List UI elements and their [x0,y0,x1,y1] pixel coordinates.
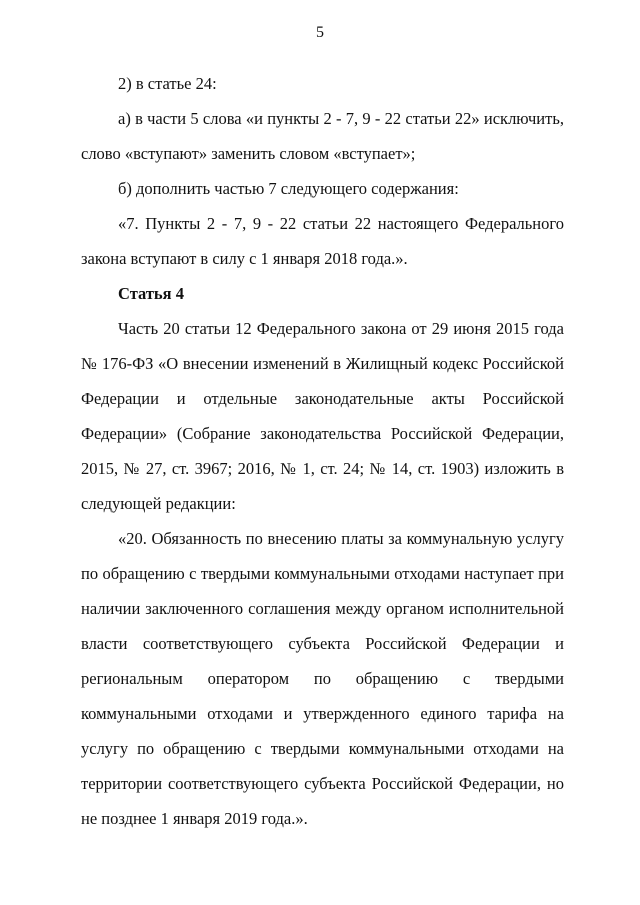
paragraph-part-7: «7. Пункты 2 - 7, 9 - 22 статьи 22 настоящего Федерального закона вступают в силу с 1 января 2018 года.». [81,214,564,268]
paragraph-article-24-intro: 2) в статье 24: [118,74,217,93]
article-heading: Статья 4 [118,284,184,303]
page-number: 5 [316,24,324,41]
paragraph-article-4-text: Часть 20 статьи 12 Федерального закона от 29 июня 2015 года № 176-ФЗ «О внесении изменений в Жилищный кодекс Российской Федерации и отдельные законодательные акты Российской Федерации» (Собрание законодательства Российской Федерации, 2015, № 27, ст. 3967; 2016, № 1, ст. 24; № 14, ст. 1903) изложить в следующей редакции: [81,319,564,513]
paragraph-part-20-text: «20. Обязанность по внесению платы за коммунальную услугу по обращению с твердыми коммунальными отходами наступает при наличии заключенного соглашения между органом исполнительной власти соответствующего субъекта Российской Федерации и региональным оператором по обращению с твердыми коммунальными отходами и утвержденного единого тарифа на услугу по обращению с твердыми коммунальными отходами на территории соответствующего субъекта Российской Федерации, но не позднее 1 января 2019 года.». [81,529,564,828]
document-body [81,66,564,836]
paragraph-item-a: а) в части 5 слова «и пункты 2 - 7, 9 - 22 статьи 22» исключить, слово «вступают» заменить словом «вступает»; [81,109,564,163]
paragraph-item-b: б) дополнить частью 7 следующего содержания: [118,179,459,198]
